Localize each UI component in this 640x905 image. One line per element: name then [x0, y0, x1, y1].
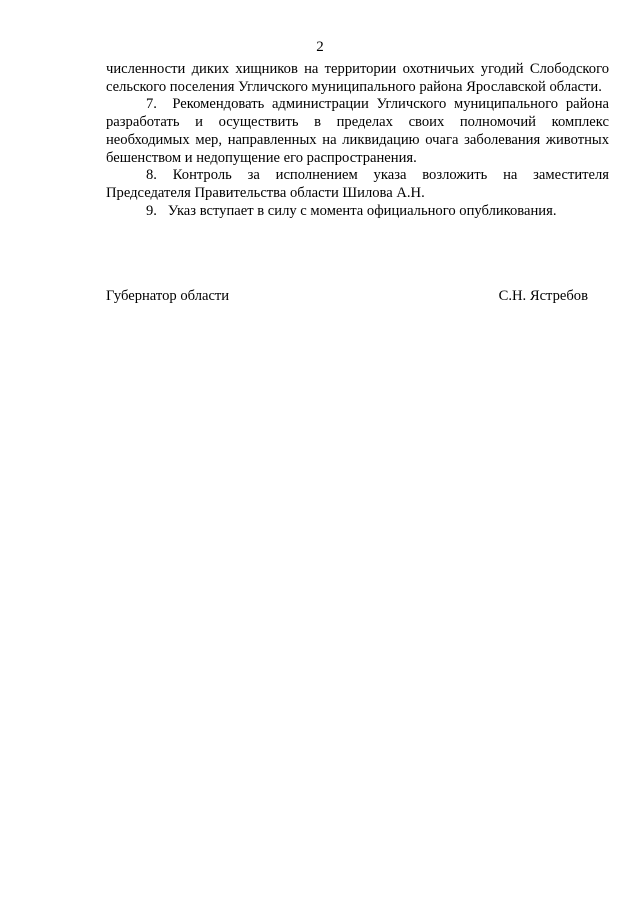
paragraph-item-8: 8. Контроль за исполнением указа возложить на заместителя Председателя Правительства области Шилова А.Н. [106, 167, 609, 201]
document-body [106, 61, 609, 220]
signatory-position: Губернатор области [106, 288, 230, 304]
signatory-name: С.Н. Ястребов [498, 288, 588, 304]
paragraph-item-7: 7. Рекомендовать администрации Угличского муниципального района разработать и осуществить в пределах своих полномочий комплекс необходимых мер, направленных на ликвидацию очага заболевания животных бешенством и недопущение его распространения. [106, 96, 609, 166]
page-number: 2 [316, 39, 324, 55]
signature-block [106, 288, 588, 306]
paragraph-continuation: численности диких хищников на территории охотничьих угодий Слободского сельского поселения Угличского муниципального района Ярославской области. [106, 61, 609, 95]
paragraph-item-9: 9. Указ вступает в силу с момента официального опубликования. [146, 202, 557, 219]
